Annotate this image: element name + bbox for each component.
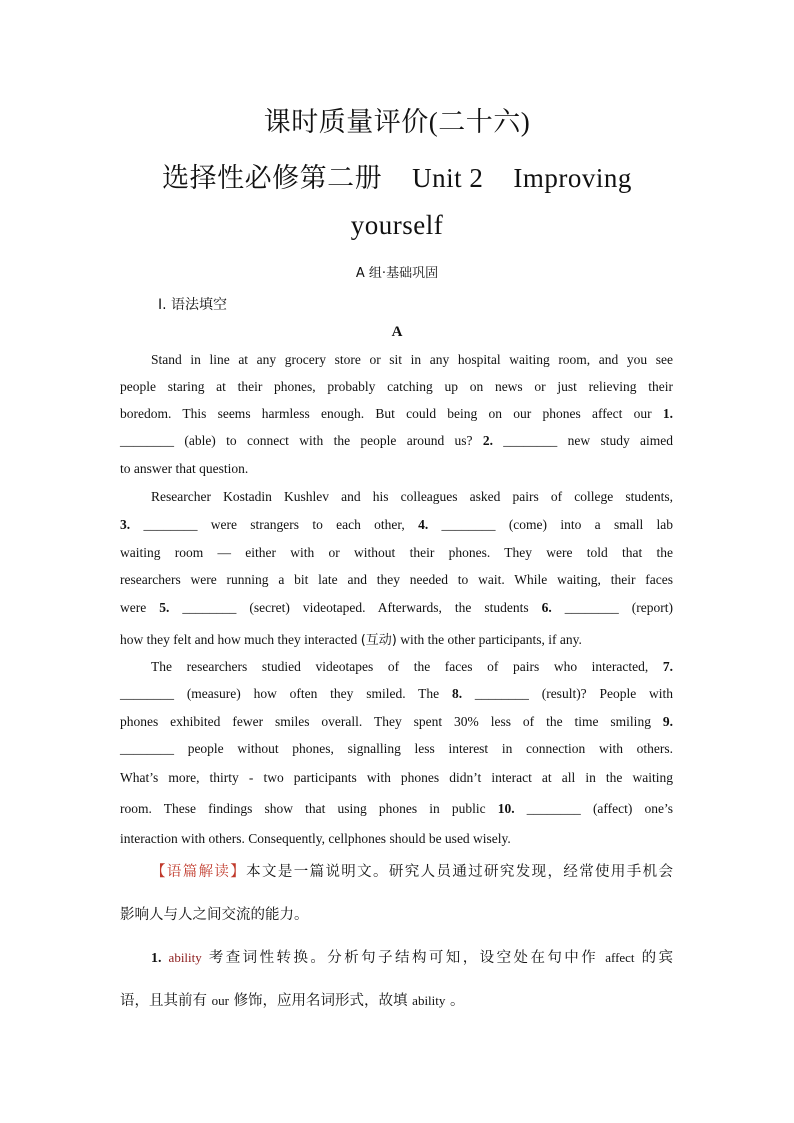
subtitle-unit: Unit 2 [412, 163, 484, 193]
reading-tag: 【语篇解读】 [151, 864, 247, 880]
question-number: 4. [418, 517, 429, 532]
passage-line: ________ (able) to connect with the people around us? 2. ________ new study aimed [120, 433, 674, 448]
answer-number: 1. [151, 951, 162, 966]
passage-line: boredom. This seems harmless enough. But could being on our phones affect our 1. [120, 406, 674, 421]
blank: ________ [474, 686, 529, 701]
passage-line: waiting room — either with or without their phones. They were told that the [120, 545, 673, 560]
passage-line: researchers were running a bit late and they needed to wait. While waiting, their faces [120, 572, 673, 587]
blank: ________ [526, 801, 581, 816]
passage-line: people staring at their phones, probably catching up on news or just relieving their [120, 379, 673, 394]
passage-line: interaction with others. Consequently, cellphones should be used wisely. [120, 831, 511, 846]
question-number: 10. [497, 801, 515, 816]
passage-line: What’s more, thirty - two participants with phones didn’t interact at all in the waiting [120, 770, 673, 785]
passage-line: ________ (measure) how often they smiled. The 8. ________ (result)? People with [120, 686, 674, 701]
blank: ________ [182, 600, 237, 615]
passage-line: were 5. ________ (secret) videotaped. Afterwards, the students 6. ________ (report) [120, 600, 674, 615]
reading-note: 【语篇解读】本文是一篇说明文。研究人员通过研究发现，经常使用手机会 [151, 864, 673, 880]
answer-explanation-cont: 语，且其前有 our 修饰，应用名词形式，故填 ability 。 [120, 993, 465, 1009]
question-number: 2. [482, 433, 493, 448]
blank: ________ [441, 517, 496, 532]
passage-label: A [391, 324, 403, 340]
subtitle-book: 选择性必修第二册 [162, 163, 383, 193]
passage-line: room. These findings show that using phones in public 10. ________ (affect) one’s [120, 801, 674, 816]
passage-line: to answer that question. [120, 461, 249, 476]
page-title: 课时质量评价(二十六) [263, 107, 531, 137]
blank: ________ [120, 686, 174, 701]
question-number: 6. [541, 600, 552, 615]
blank: ________ [564, 600, 619, 615]
group-label: A 组·基础巩固 [355, 266, 439, 281]
answer-explanation: 1. ability 考查词性转换。分析句子结构可知，设空处在句中作 affect 的宾 [151, 950, 674, 966]
blank: ________ [120, 741, 174, 756]
chinese-gloss: (互动) [360, 633, 397, 648]
passage-line: The researchers studied videotapes of the faces of pairs who interacted, 7. [151, 659, 673, 674]
question-number: 1. [662, 406, 674, 421]
answer-word: ability [168, 950, 202, 965]
subtitle-topic: Improving [513, 163, 632, 193]
passage-line: how they felt and how much they interacted (互动) with the other participants, if any. [120, 632, 582, 648]
passage-line: 3. ________ were strangers to each other, 4. ________ (come) into a small lab [120, 517, 674, 532]
passage-line: Stand in line at any grocery store or sit in any hospital waiting room, and you see [151, 352, 673, 367]
passage-line: ________ people without phones, signalling less interest in connection with others. [120, 741, 674, 756]
blank: ________ [120, 433, 174, 448]
blank: ________ [143, 517, 198, 532]
blank: ________ [503, 433, 558, 448]
page-subtitle-cont: yourself [350, 210, 444, 240]
section-label: Ⅰ. 语法填空 [158, 297, 228, 313]
question-number: 8. [451, 686, 463, 701]
passage-line: phones exhibited fewer smiles overall. They spent 30% less of the time smiling 9. [120, 714, 674, 729]
question-number: 3. [120, 517, 131, 532]
reading-note-cont: 影响人与人之间交流的能力。 [120, 907, 309, 923]
question-number: 7. [662, 659, 673, 674]
question-number: 5. [159, 600, 170, 615]
page-subtitle [0, 156, 794, 195]
passage-line: Researcher Kostadin Kushlev and his colleagues asked pairs of college students, [151, 489, 673, 504]
question-number: 9. [662, 714, 674, 729]
